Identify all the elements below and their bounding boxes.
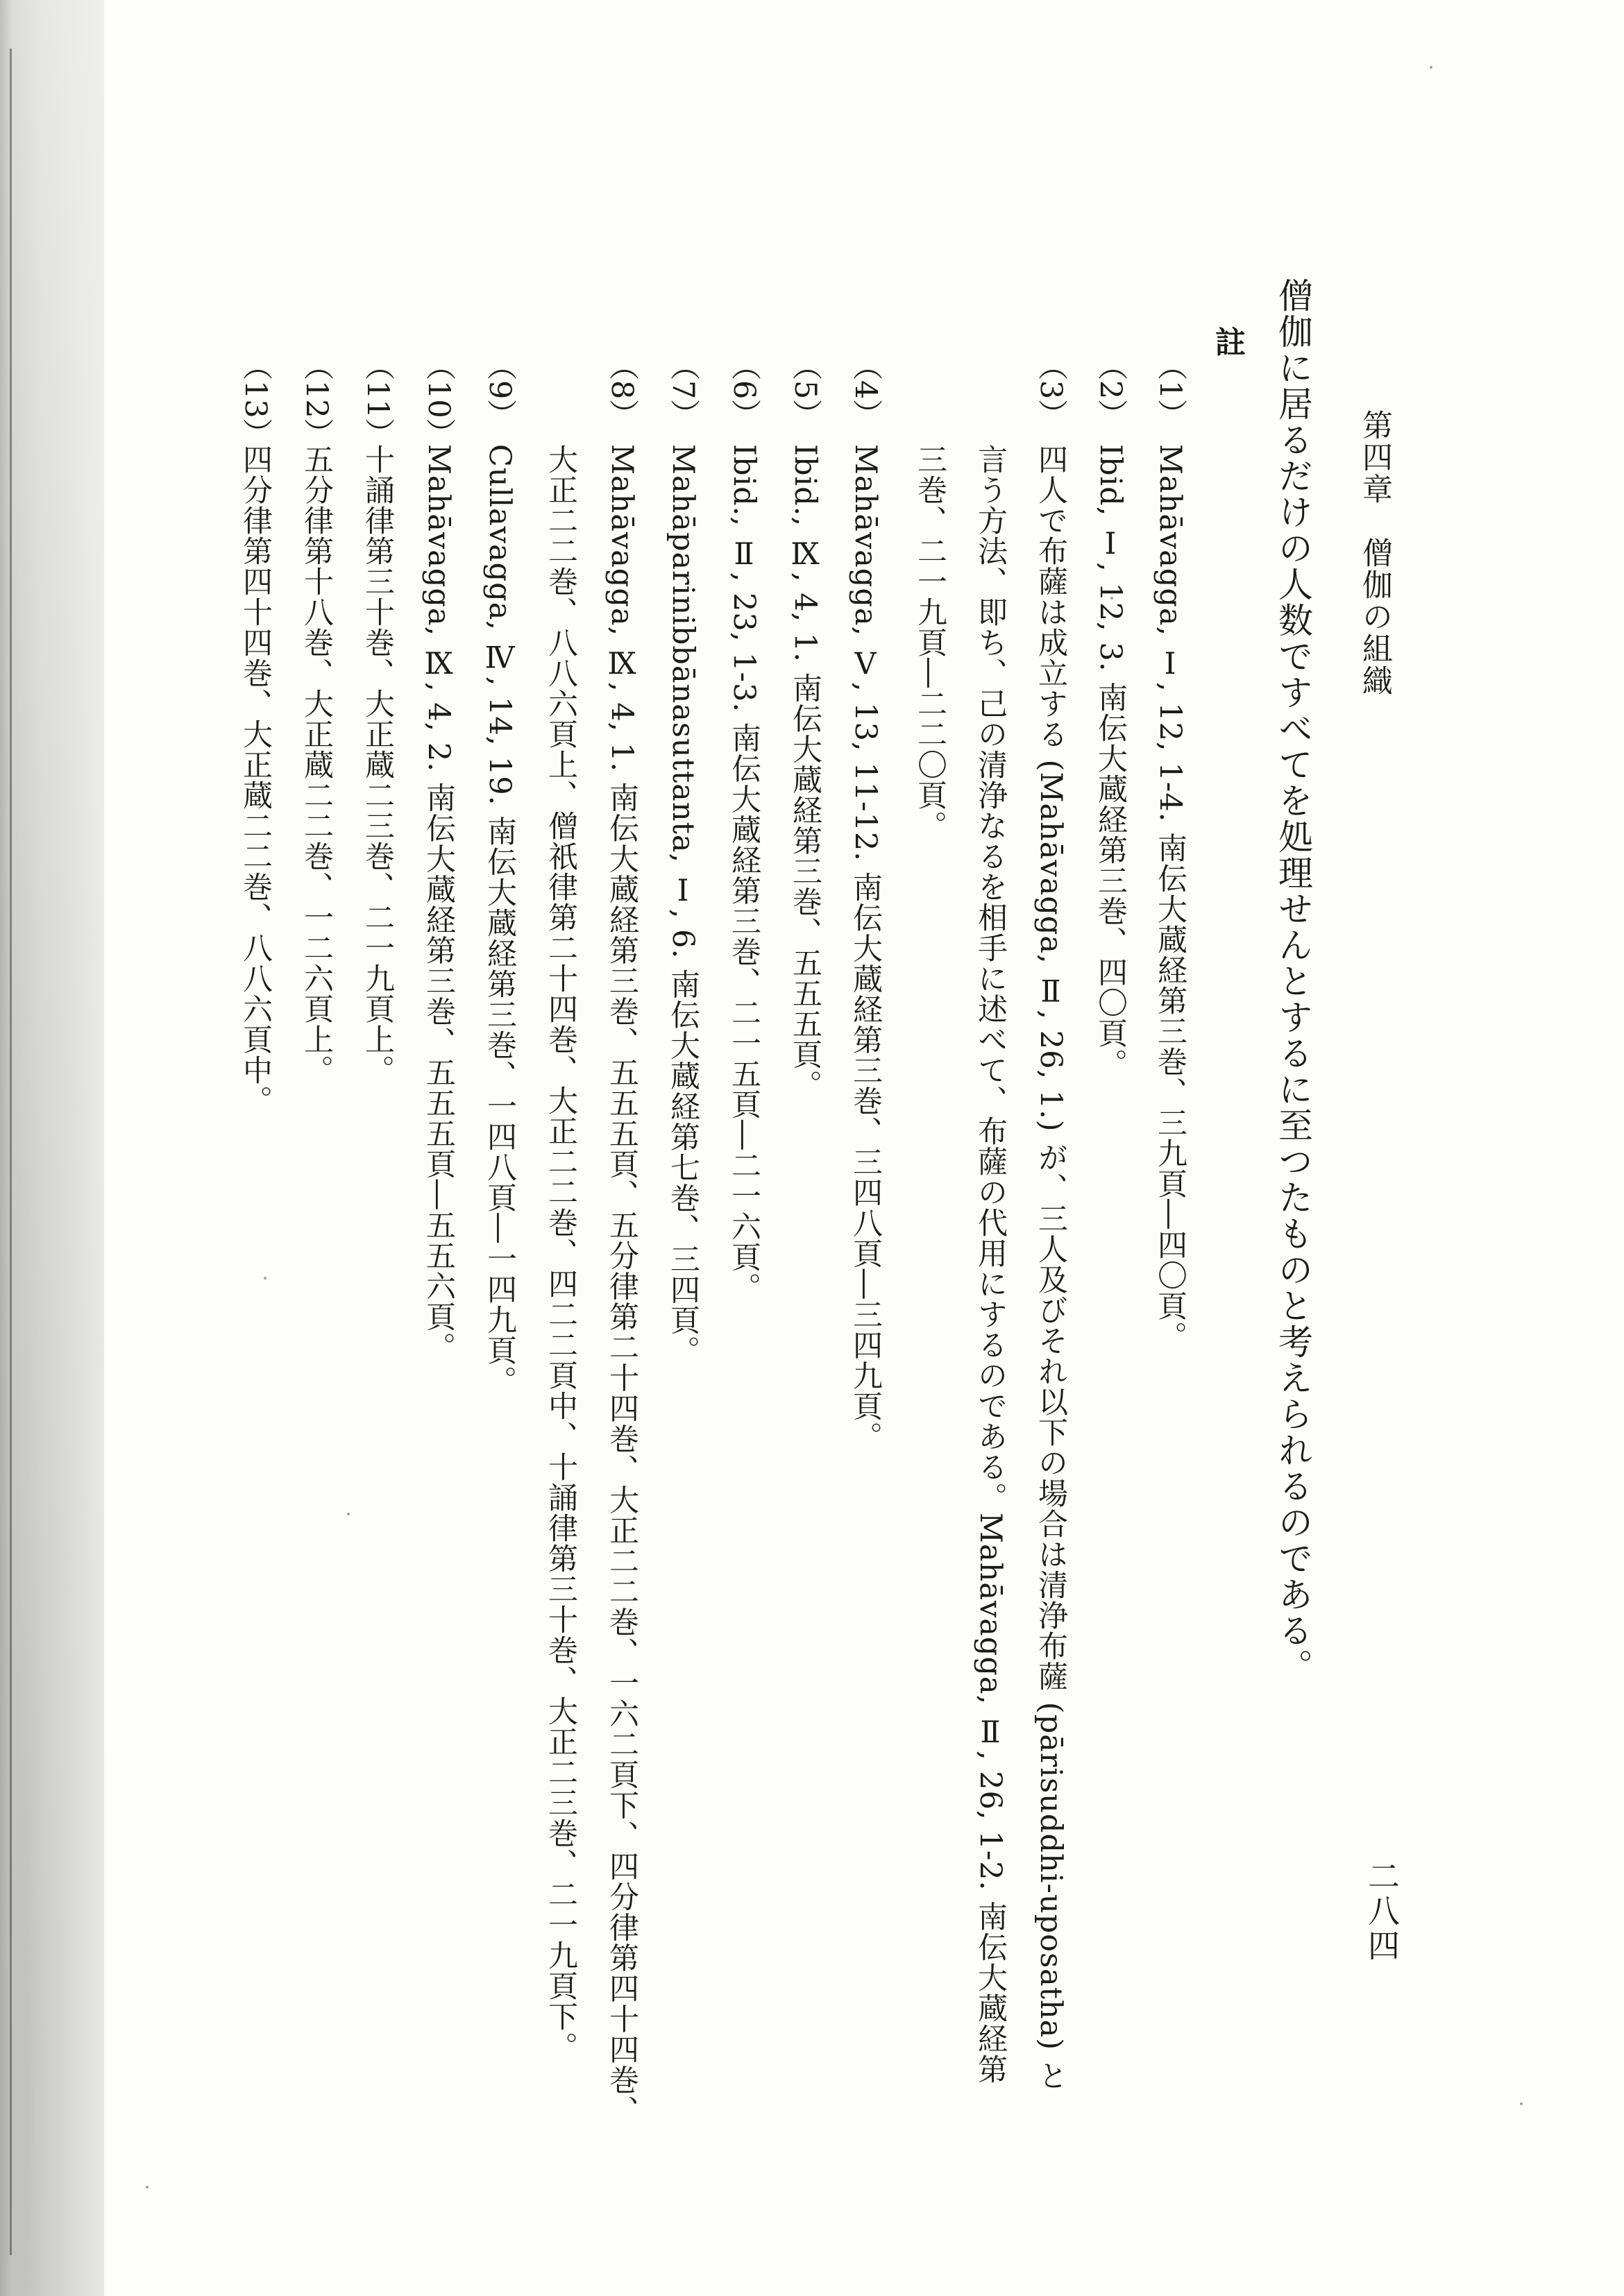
note-number: （3） bbox=[1033, 350, 1068, 430]
note-line: Ibid., Ⅱ, 23, 1-3. 南伝大蔵経第三巻、二一五頁―二一六頁。 bbox=[727, 444, 761, 1303]
note-number: （12） bbox=[299, 350, 334, 448]
note-line: Mahāparinibbānasuttanta, Ⅰ, 6. 南伝大蔵経第七巻、三四頁。 bbox=[666, 444, 700, 1366]
note-number: （4） bbox=[848, 350, 883, 430]
note-number: （6） bbox=[727, 350, 761, 430]
note-number: （5） bbox=[788, 350, 822, 430]
note-number: （7） bbox=[666, 350, 700, 430]
scan-edge-line bbox=[10, 49, 12, 2255]
note-line: 十誦律第三十巻、大正蔵二三巻、二一九頁上。 bbox=[360, 444, 395, 1085]
body-text-line: 僧伽に居るだけの人数ですべてを処理せんとするに至つたものと考えられるのである。 bbox=[1273, 278, 1313, 1685]
running-head: 第四章 僧伽の組織 bbox=[1357, 409, 1392, 697]
note-line: Ibid, Ⅰ, 12, 3. 南伝大蔵経第三巻、四〇頁。 bbox=[1093, 444, 1128, 1080]
note-line: Mahāvagga, Ⅸ, 4, 1. 南伝大蔵経第三巻、五五五頁、五分律第二十四巻、大正二二巻、一六二頁下、四分律第四十四巻、 bbox=[604, 444, 639, 2126]
note-line: 四分律第四十四巻、大正蔵二二巻、八八六頁中。 bbox=[238, 444, 273, 1116]
note-line: 大正二二巻、八八六頁上、僧祇律第二十四巻、大正二二巻、四二二頁中、十誦律第三十巻、大正二三巻、二一九頁下。 bbox=[543, 444, 578, 2062]
note-line: Mahāvagga, Ⅰ, 12, 1-4. 南伝大蔵経第三巻、三九頁―四〇頁。 bbox=[1153, 444, 1187, 1352]
notes-heading: 註 bbox=[1210, 326, 1245, 357]
note-line: Ibid., Ⅸ, 4, 1. 南伝大蔵経第三巻、五五五頁。 bbox=[788, 444, 822, 1100]
note-number: （2） bbox=[1093, 350, 1128, 430]
scan-speck bbox=[1430, 66, 1432, 69]
scan-edge-shadow bbox=[0, 0, 104, 2296]
page-number: 二八四 bbox=[1363, 1860, 1401, 1964]
note-number: （13） bbox=[238, 350, 273, 448]
note-line: 言う方法、即ち、己の清浄なるを相手に述べて、布薩の代用にするのである。Mahāvagga, Ⅱ, 26, 1-2. 南伝大蔵経第 bbox=[973, 444, 1008, 2084]
note-number: （11） bbox=[360, 350, 395, 448]
note-number: （10） bbox=[421, 350, 456, 448]
note-line: 五分律第十八巻、大正蔵二二巻、一二六頁上。 bbox=[299, 444, 334, 1085]
note-line: Mahāvagga, Ⅴ, 13, 11-12. 南伝大蔵経第三巻、三四八頁―三四九頁。 bbox=[848, 444, 883, 1452]
scan-speck bbox=[146, 2186, 149, 2188]
scan-speck bbox=[264, 1277, 267, 1279]
note-number: （8） bbox=[604, 350, 639, 430]
note-number: （1） bbox=[1153, 350, 1187, 430]
scan-speck bbox=[1520, 2102, 1523, 2105]
note-line: 四人で布薩は成立する (Mahāvagga, Ⅱ, 26, 1.) が、三人及びそれ以下の場合は清浄布薩 (pārisuddhi-uposatha) と bbox=[1033, 444, 1068, 2091]
note-line: Mahāvagga, Ⅸ, 4, 2. 南伝大蔵経第三巻、五五五頁―五五六頁。 bbox=[421, 444, 456, 1363]
note-line: 三巻、二一九頁―二二〇頁。 bbox=[913, 444, 947, 841]
scan-speck bbox=[347, 1513, 350, 1515]
note-line: Cullavagga, Ⅳ, 14, 19. 南伝大蔵経第三巻、一四八頁―一四九頁。 bbox=[482, 444, 517, 1397]
note-number: （9） bbox=[482, 350, 517, 430]
